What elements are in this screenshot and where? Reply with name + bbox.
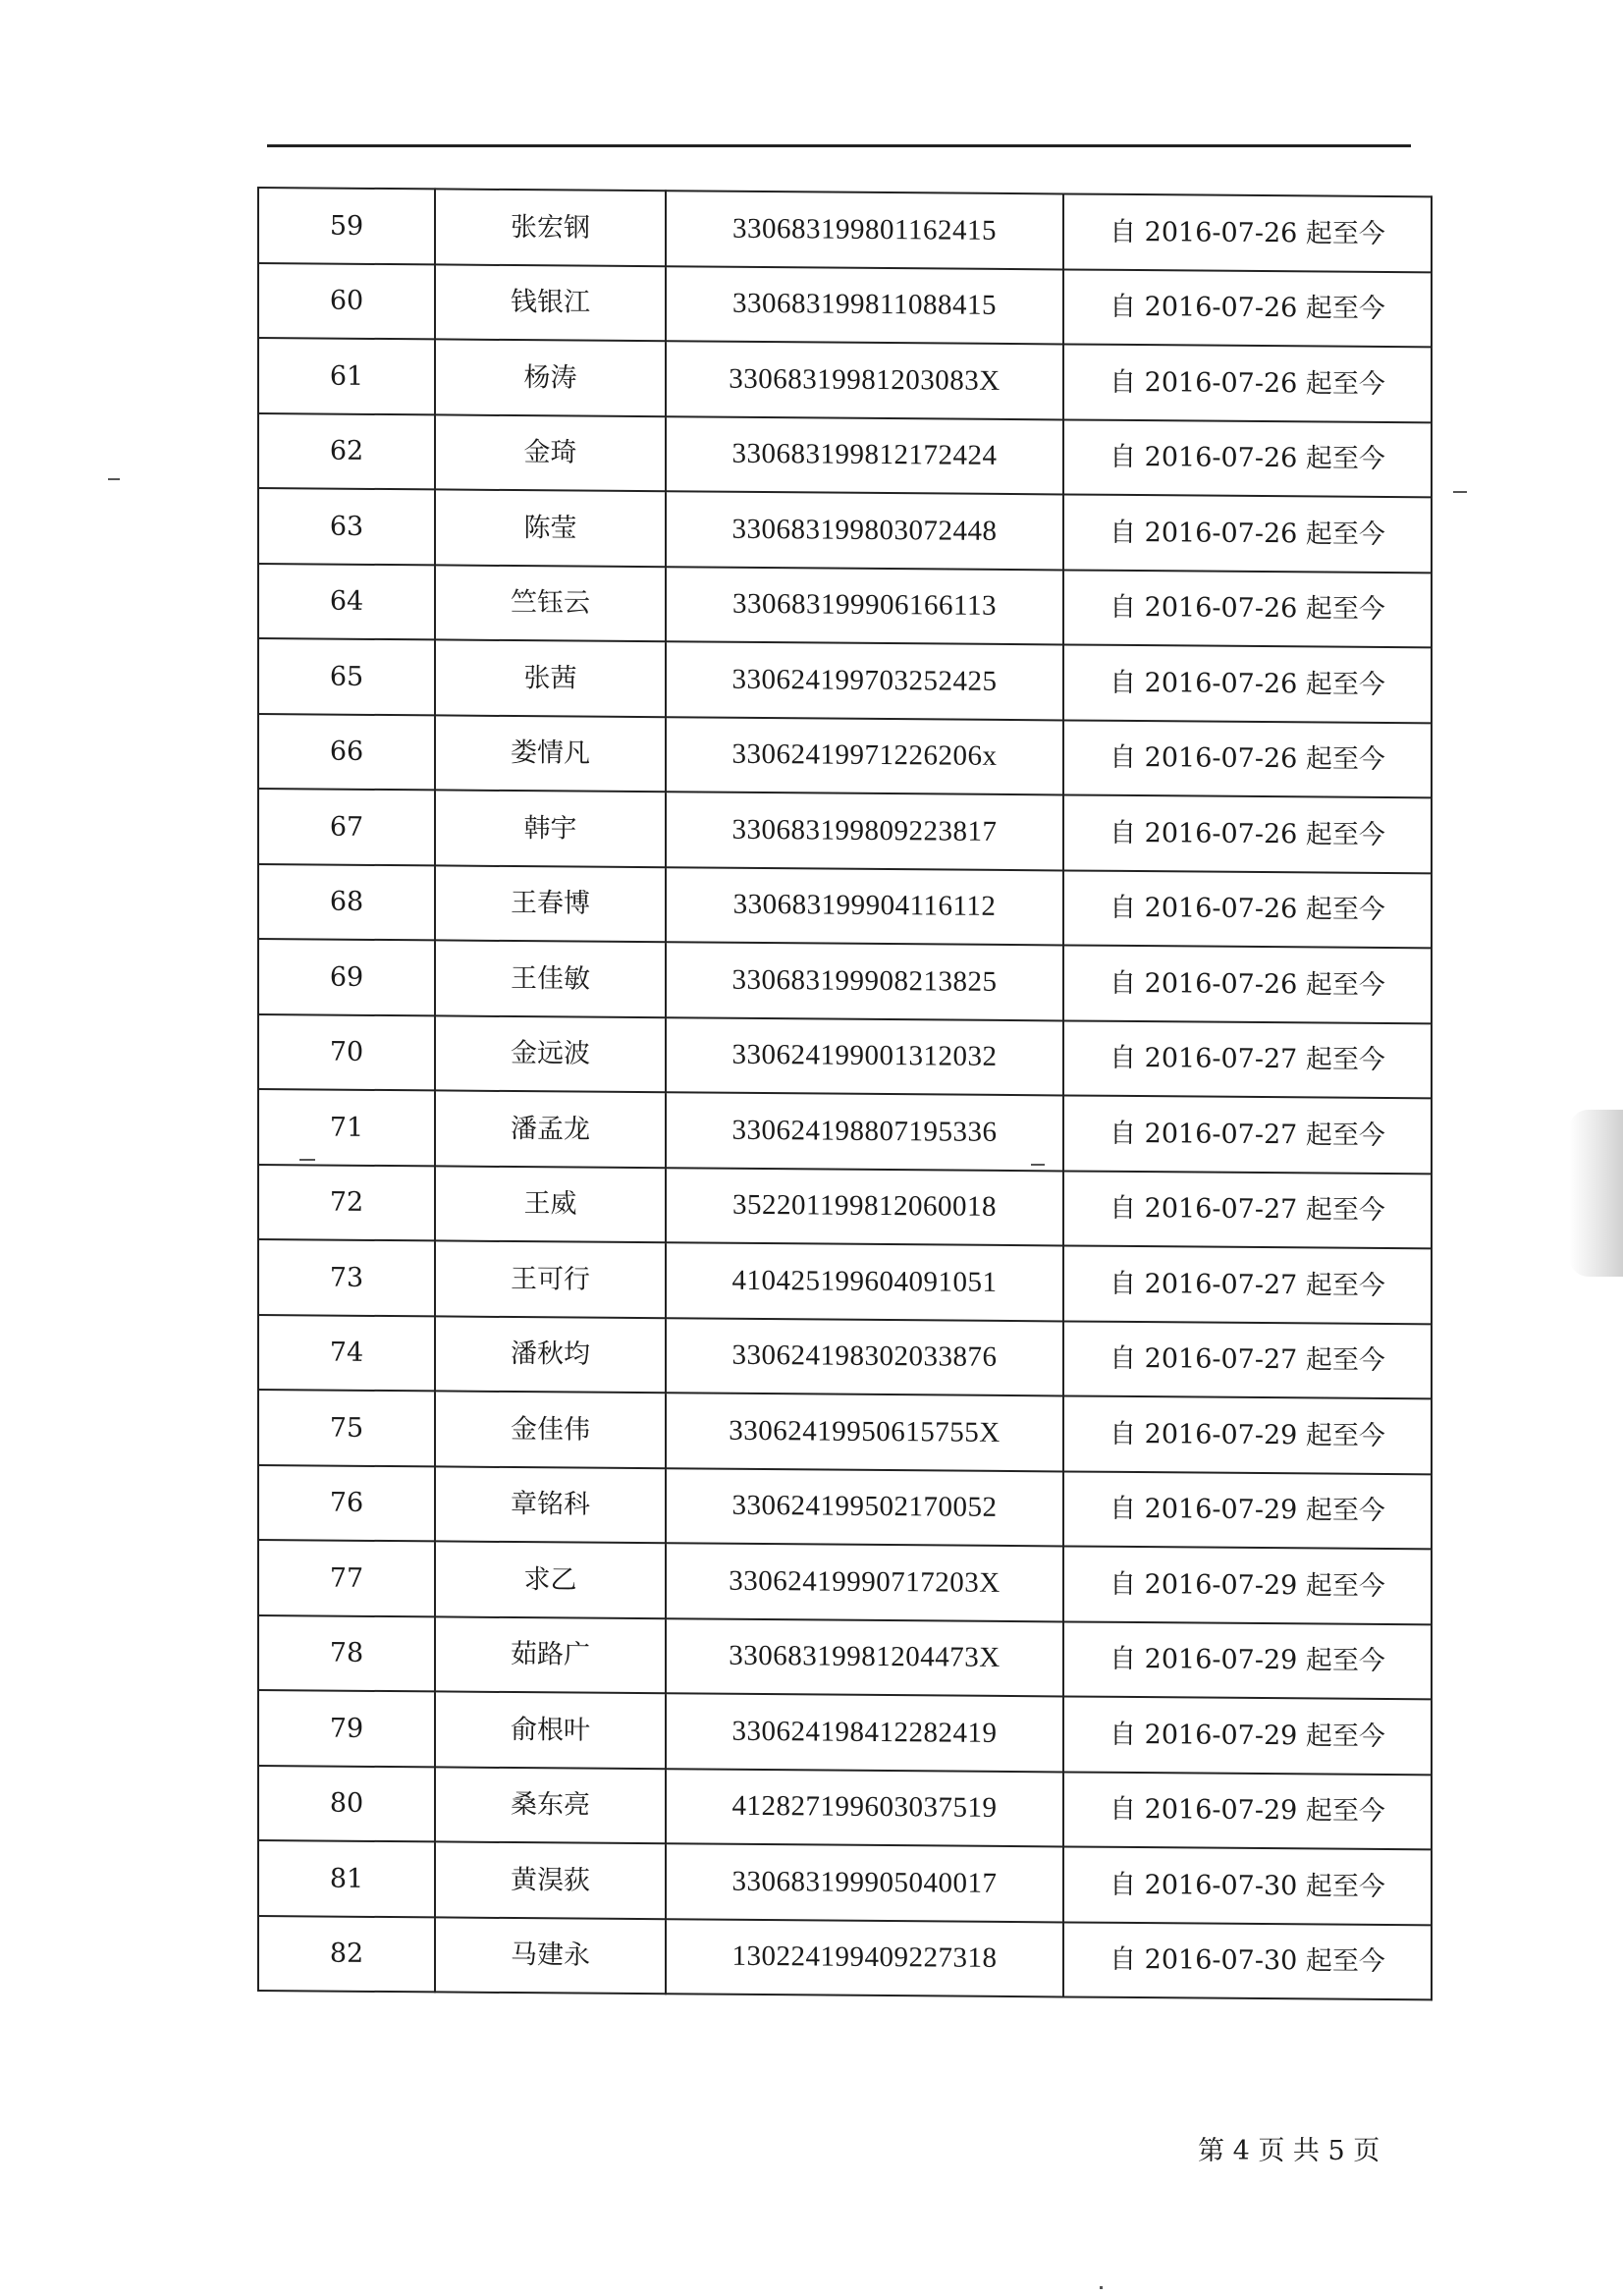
period-cell: 自 2016-07-27 起至今 — [1063, 1245, 1432, 1323]
table-row — [258, 1089, 1432, 1174]
row-number-cell: 62 — [258, 413, 435, 490]
table-row — [258, 714, 1432, 798]
id-number-cell: 33062419950615755X — [666, 1393, 1063, 1471]
period-cell: 自 2016-07-26 起至今 — [1063, 419, 1432, 497]
id-number-cell: 330683199905040017 — [666, 1843, 1063, 1922]
period-cell: 自 2016-07-27 起至今 — [1063, 1020, 1432, 1098]
table-row — [258, 1840, 1432, 1925]
period-cell: 自 2016-07-26 起至今 — [1063, 344, 1432, 421]
name-cell: 王佳敏 — [435, 940, 666, 1016]
table-row — [258, 338, 1432, 422]
table-row — [258, 1615, 1432, 1700]
row-number-cell: 68 — [258, 864, 435, 941]
table-row — [258, 263, 1432, 348]
name-cell: 杨涛 — [435, 339, 666, 415]
name-cell: 金佳伟 — [435, 1391, 666, 1467]
period-cell: 自 2016-07-26 起至今 — [1063, 644, 1432, 722]
id-number-cell: 412827199603037519 — [666, 1769, 1063, 1847]
name-cell: 俞根叶 — [435, 1691, 666, 1768]
row-number-cell: 82 — [258, 1916, 435, 1993]
name-cell: 韩宇 — [435, 790, 666, 866]
id-number-cell: 33068319981204473X — [666, 1618, 1063, 1697]
row-number-cell: 64 — [258, 564, 435, 640]
period-cell: 自 2016-07-26 起至今 — [1063, 269, 1432, 347]
row-number-cell: 74 — [258, 1315, 435, 1392]
row-number-cell: 69 — [258, 939, 435, 1015]
name-cell: 王可行 — [435, 1240, 666, 1317]
name-cell: 王威 — [435, 1166, 666, 1242]
name-cell: 陈莹 — [435, 489, 666, 566]
name-cell: 马建永 — [435, 1917, 666, 1994]
period-cell: 自 2016-07-27 起至今 — [1063, 1171, 1432, 1248]
name-cell: 潘秋均 — [435, 1316, 666, 1393]
row-number-cell: 65 — [258, 638, 435, 715]
row-number-cell: 77 — [258, 1540, 435, 1616]
row-number-cell: 78 — [258, 1615, 435, 1692]
id-number-cell: 330683199812172424 — [666, 416, 1063, 495]
id-number-cell: 330683199811088415 — [666, 266, 1063, 345]
row-number-cell: 63 — [258, 488, 435, 565]
period-cell: 自 2016-07-26 起至今 — [1063, 794, 1432, 872]
id-number-cell: 330624198412282419 — [666, 1693, 1063, 1772]
table-row — [258, 413, 1432, 498]
name-cell: 求乙 — [435, 1541, 666, 1617]
table-row — [258, 939, 1432, 1023]
row-number-cell: 76 — [258, 1465, 435, 1542]
period-cell: 自 2016-07-29 起至今 — [1063, 1395, 1432, 1473]
id-number-cell: 330624199502170052 — [666, 1468, 1063, 1547]
name-cell: 潘孟龙 — [435, 1090, 666, 1167]
scan-edge-mark — [1569, 1110, 1623, 1277]
table-row — [258, 1465, 1432, 1550]
period-cell: 自 2016-07-26 起至今 — [1063, 570, 1432, 647]
scan-speck — [1031, 1164, 1045, 1166]
id-number-cell: 410425199604091051 — [666, 1242, 1063, 1321]
table-row — [258, 1239, 1432, 1324]
id-number-cell: 330683199803072448 — [666, 491, 1063, 570]
row-number-cell: 75 — [258, 1390, 435, 1466]
row-number-cell: 61 — [258, 338, 435, 414]
name-cell: 张茜 — [435, 639, 666, 716]
row-number-cell: 59 — [258, 188, 435, 264]
period-cell: 自 2016-07-26 起至今 — [1063, 720, 1432, 797]
table-row — [258, 1390, 1432, 1474]
row-number-cell: 79 — [258, 1690, 435, 1767]
table-row — [258, 789, 1432, 873]
id-number-cell: 330624198807195336 — [666, 1092, 1063, 1171]
name-cell: 竺钰云 — [435, 565, 666, 641]
scan-speck — [299, 1159, 315, 1161]
table-row — [258, 864, 1432, 949]
row-number-cell: 71 — [258, 1089, 435, 1166]
period-cell: 自 2016-07-27 起至今 — [1063, 1095, 1432, 1173]
table-row — [258, 638, 1432, 723]
period-cell: 自 2016-07-26 起至今 — [1063, 870, 1432, 948]
id-number-cell: 330683199906166113 — [666, 567, 1063, 645]
name-cell: 钱银江 — [435, 264, 666, 341]
row-number-cell: 66 — [258, 714, 435, 791]
period-cell: 自 2016-07-29 起至今 — [1063, 1696, 1432, 1774]
row-number-cell: 60 — [258, 263, 435, 340]
name-cell: 金远波 — [435, 1015, 666, 1092]
period-cell: 自 2016-07-26 起至今 — [1063, 494, 1432, 572]
id-number-cell: 330683199908213825 — [666, 942, 1063, 1020]
roster-table-body — [258, 188, 1432, 1999]
name-cell: 王春博 — [435, 865, 666, 942]
table-row — [258, 1766, 1432, 1850]
period-cell: 自 2016-07-29 起至今 — [1063, 1471, 1432, 1549]
id-number-cell: 330683199904116112 — [666, 867, 1063, 946]
row-number-cell: 72 — [258, 1165, 435, 1241]
period-cell: 自 2016-07-29 起至今 — [1063, 1621, 1432, 1699]
table-row — [258, 1165, 1432, 1249]
row-number-cell: 81 — [258, 1840, 435, 1917]
period-cell: 自 2016-07-30 起至今 — [1063, 1846, 1432, 1924]
table-row — [258, 488, 1432, 573]
table-row — [258, 188, 1432, 272]
scan-speck — [1100, 2286, 1103, 2289]
id-number-cell: 330683199809223817 — [666, 792, 1063, 870]
name-cell: 张宏钢 — [435, 189, 666, 265]
id-number-cell: 33062419990717203X — [666, 1543, 1063, 1621]
period-cell: 自 2016-07-27 起至今 — [1063, 1321, 1432, 1398]
table-row — [258, 1916, 1432, 2000]
id-number-cell: 33068319981203083X — [666, 341, 1063, 419]
name-cell: 章铭科 — [435, 1466, 666, 1543]
scan-speck — [108, 478, 120, 480]
period-cell: 自 2016-07-29 起至今 — [1063, 1546, 1432, 1623]
name-cell: 桑东亮 — [435, 1767, 666, 1843]
name-cell: 黄淏荻 — [435, 1841, 666, 1918]
name-cell: 娄情凡 — [435, 715, 666, 792]
scan-speck — [1453, 491, 1467, 493]
header-rule — [267, 144, 1411, 147]
id-number-cell: 330624199001312032 — [666, 1017, 1063, 1096]
period-cell: 自 2016-07-30 起至今 — [1063, 1922, 1432, 1999]
id-number-cell: 330683199801162415 — [666, 191, 1063, 269]
id-number-cell: 330624199703252425 — [666, 641, 1063, 720]
period-cell: 自 2016-07-29 起至今 — [1063, 1772, 1432, 1849]
period-cell: 自 2016-07-26 起至今 — [1063, 193, 1432, 271]
table-row — [258, 1315, 1432, 1399]
id-number-cell: 352201199812060018 — [666, 1168, 1063, 1246]
table-row — [258, 1690, 1432, 1775]
period-cell: 自 2016-07-26 起至今 — [1063, 945, 1432, 1022]
page-number: 第 4 页 共 5 页 — [1198, 2136, 1380, 2166]
name-cell: 茹路广 — [435, 1616, 666, 1693]
name-cell: 金琦 — [435, 414, 666, 491]
row-number-cell: 80 — [258, 1766, 435, 1842]
id-number-cell: 130224199409227318 — [666, 1919, 1063, 1997]
id-number-cell: 33062419971226206x — [666, 717, 1063, 795]
row-number-cell: 70 — [258, 1014, 435, 1091]
row-number-cell: 73 — [258, 1239, 435, 1316]
id-number-cell: 330624198302033876 — [666, 1318, 1063, 1396]
table-row — [258, 1540, 1432, 1624]
row-number-cell: 67 — [258, 789, 435, 865]
table-row — [258, 564, 1432, 648]
table-row — [258, 1014, 1432, 1099]
roster-table — [257, 187, 1433, 2000]
